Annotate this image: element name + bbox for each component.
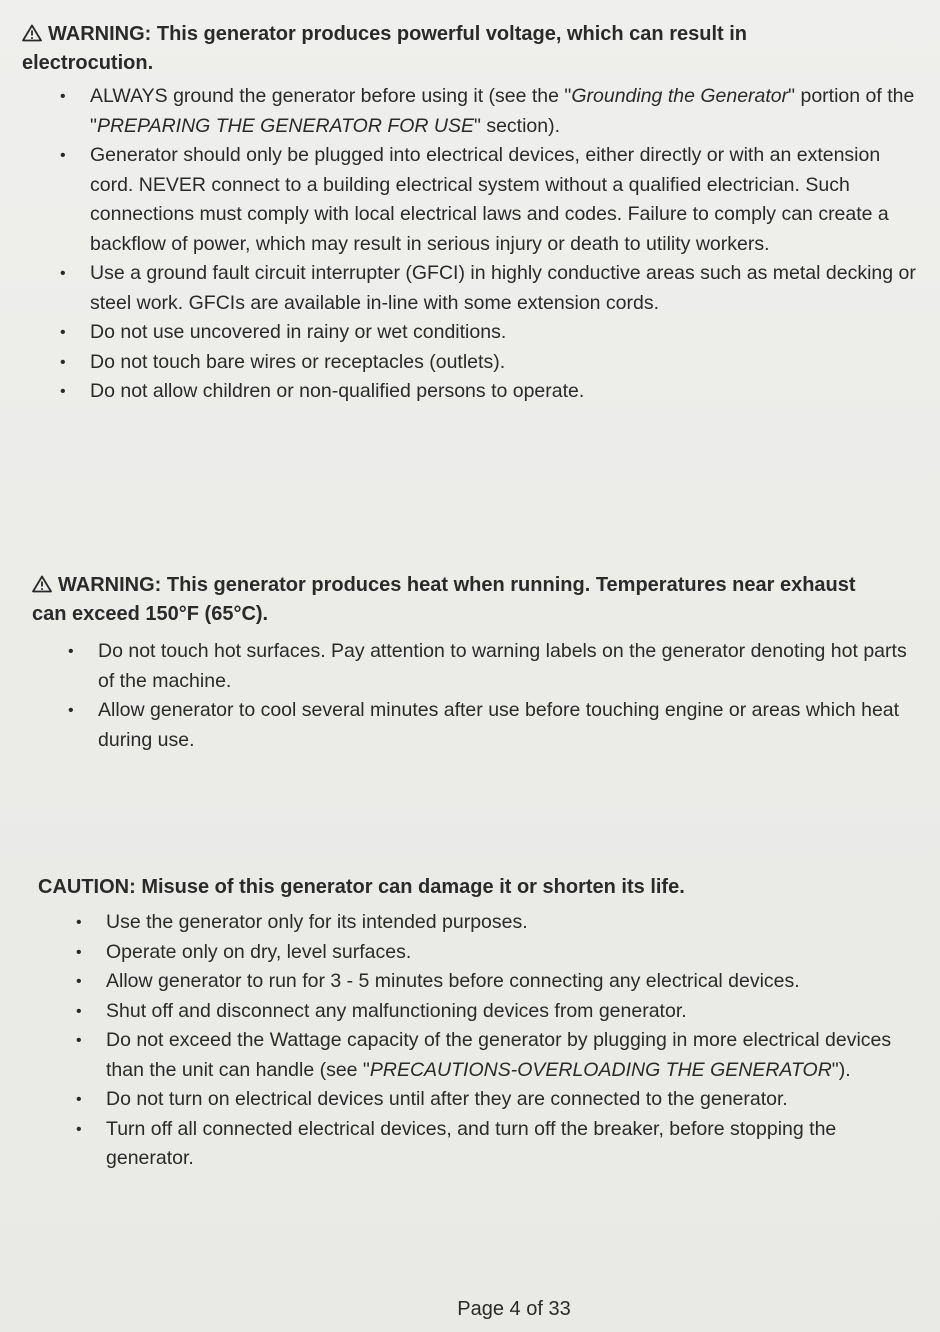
bullet-dot: •	[60, 88, 66, 105]
bullet-dot: •	[76, 1032, 82, 1049]
electrocution-warning-heading-text: WARNING: This generator produces powerful voltage, which can result in electrocution.	[22, 23, 747, 74]
bullet-text: Operate only on dry, level surfaces.	[106, 940, 412, 963]
bullet-text: Use the generator only for its intended purposes.	[106, 911, 528, 933]
bullet-text: Generator should only be plugged into electrical devices, either directly or with an extension cord. NEVER connect to a building electrical system without a qualified electrician. Such connections must comply with local electrical laws and codes. Failure to comply can create a backflow of power, which may result in serious injury or death to utility workers.	[90, 144, 889, 255]
bullet-text: Allow generator to run for 3 - 5 minutes before connecting any electrical devices.	[106, 970, 800, 992]
bullet-text: ").	[831, 1058, 851, 1081]
heat-warning-heading	[32, 571, 860, 629]
referenced-section-text: PRECAUTIONS-OVERLOADING THE GENERATOR	[369, 1058, 832, 1081]
bullet-text: Do not use uncovered in rainy or wet conditions.	[90, 321, 507, 343]
bullet-item	[60, 259, 922, 318]
heat-warning-list	[0, 637, 940, 755]
bullet-item	[60, 318, 922, 348]
referenced-section-text: Grounding the Generator	[571, 85, 789, 107]
bullet-text: Do not touch bare wires or receptacles (outlets).	[90, 350, 506, 373]
bullet-item	[68, 696, 918, 755]
bullet-text: " portion of the "	[90, 85, 915, 137]
electrocution-warning-heading	[22, 20, 880, 78]
bullet-dot: •	[60, 383, 66, 400]
bullet-dot: •	[76, 1002, 82, 1020]
bullet-dot: •	[76, 914, 82, 931]
bullet-item	[76, 1085, 912, 1115]
bullet-text: Allow generator to cool several minutes after use before touching engine or areas which heat during use.	[98, 699, 900, 751]
bullet-item	[60, 82, 922, 141]
bullet-item	[68, 637, 918, 696]
bullet-text: Do not turn on electrical devices until after they are connected to the generator.	[106, 1088, 788, 1110]
bullet-dot: •	[76, 1120, 82, 1138]
heat-warning-heading-text: WARNING: This generator produces heat when running. Temperatures near exhaust can exceed 150°F (65°C).	[32, 574, 856, 625]
warning-triangle-icon	[22, 24, 42, 42]
heat-warning-section	[0, 571, 940, 755]
bullet-dot: •	[76, 1091, 82, 1108]
electrocution-warning-list	[0, 82, 940, 407]
bullet-dot: •	[68, 643, 74, 660]
bullet-text: Do not exceed the Wattage capacity of the generator by plugging in more electrical devices than the unit can handle (see "	[106, 1029, 892, 1081]
caution-section	[0, 873, 940, 1174]
bullet-item	[76, 938, 912, 968]
caution-heading: CAUTION: Misuse of this generator can damage it or shorten its life.	[38, 876, 685, 898]
referenced-section-text: PREPARING THE GENERATOR FOR USE	[96, 114, 474, 137]
bullet-dot: •	[60, 147, 66, 164]
bullet-item	[76, 1115, 912, 1174]
bullet-text: ALWAYS ground the generator before using it (see the "	[90, 85, 572, 107]
bullet-text: Shut off and disconnect any malfunctioning devices from generator.	[106, 999, 687, 1022]
bullet-item	[76, 1026, 912, 1085]
page-number: Page 4 of 33	[457, 1298, 571, 1320]
bullet-item	[60, 377, 922, 407]
caution-list	[0, 908, 940, 1174]
bullet-dot: •	[76, 973, 82, 990]
bullet-item	[76, 997, 912, 1027]
bullet-text: Do not allow children or non-qualified persons to operate.	[90, 380, 585, 402]
bullet-item	[76, 967, 912, 997]
bullet-item	[76, 908, 912, 938]
bullet-item	[60, 348, 922, 378]
bullet-text: Use a ground fault circuit interrupter (GFCI) in highly conductive areas such as metal decking or steel work. GFCIs are available in-line with some extension cords.	[90, 262, 916, 314]
bullet-dot: •	[60, 324, 66, 341]
bullet-text: Turn off all connected electrical devices, and turn off the breaker, before stopping the generator.	[106, 1117, 837, 1169]
bullet-item	[60, 141, 922, 259]
bullet-text: Do not touch hot surfaces. Pay attention to warning labels on the generator denoting hot parts of the machine.	[98, 640, 907, 692]
warning-triangle-icon	[32, 575, 52, 593]
bullet-dot: •	[60, 265, 66, 282]
bullet-dot: •	[60, 353, 66, 371]
electrocution-warning-section	[0, 20, 940, 407]
page-footer	[0, 1298, 940, 1321]
bullet-text: " section).	[474, 114, 561, 137]
bullet-dot: •	[68, 702, 74, 719]
bullet-dot: •	[76, 943, 82, 961]
